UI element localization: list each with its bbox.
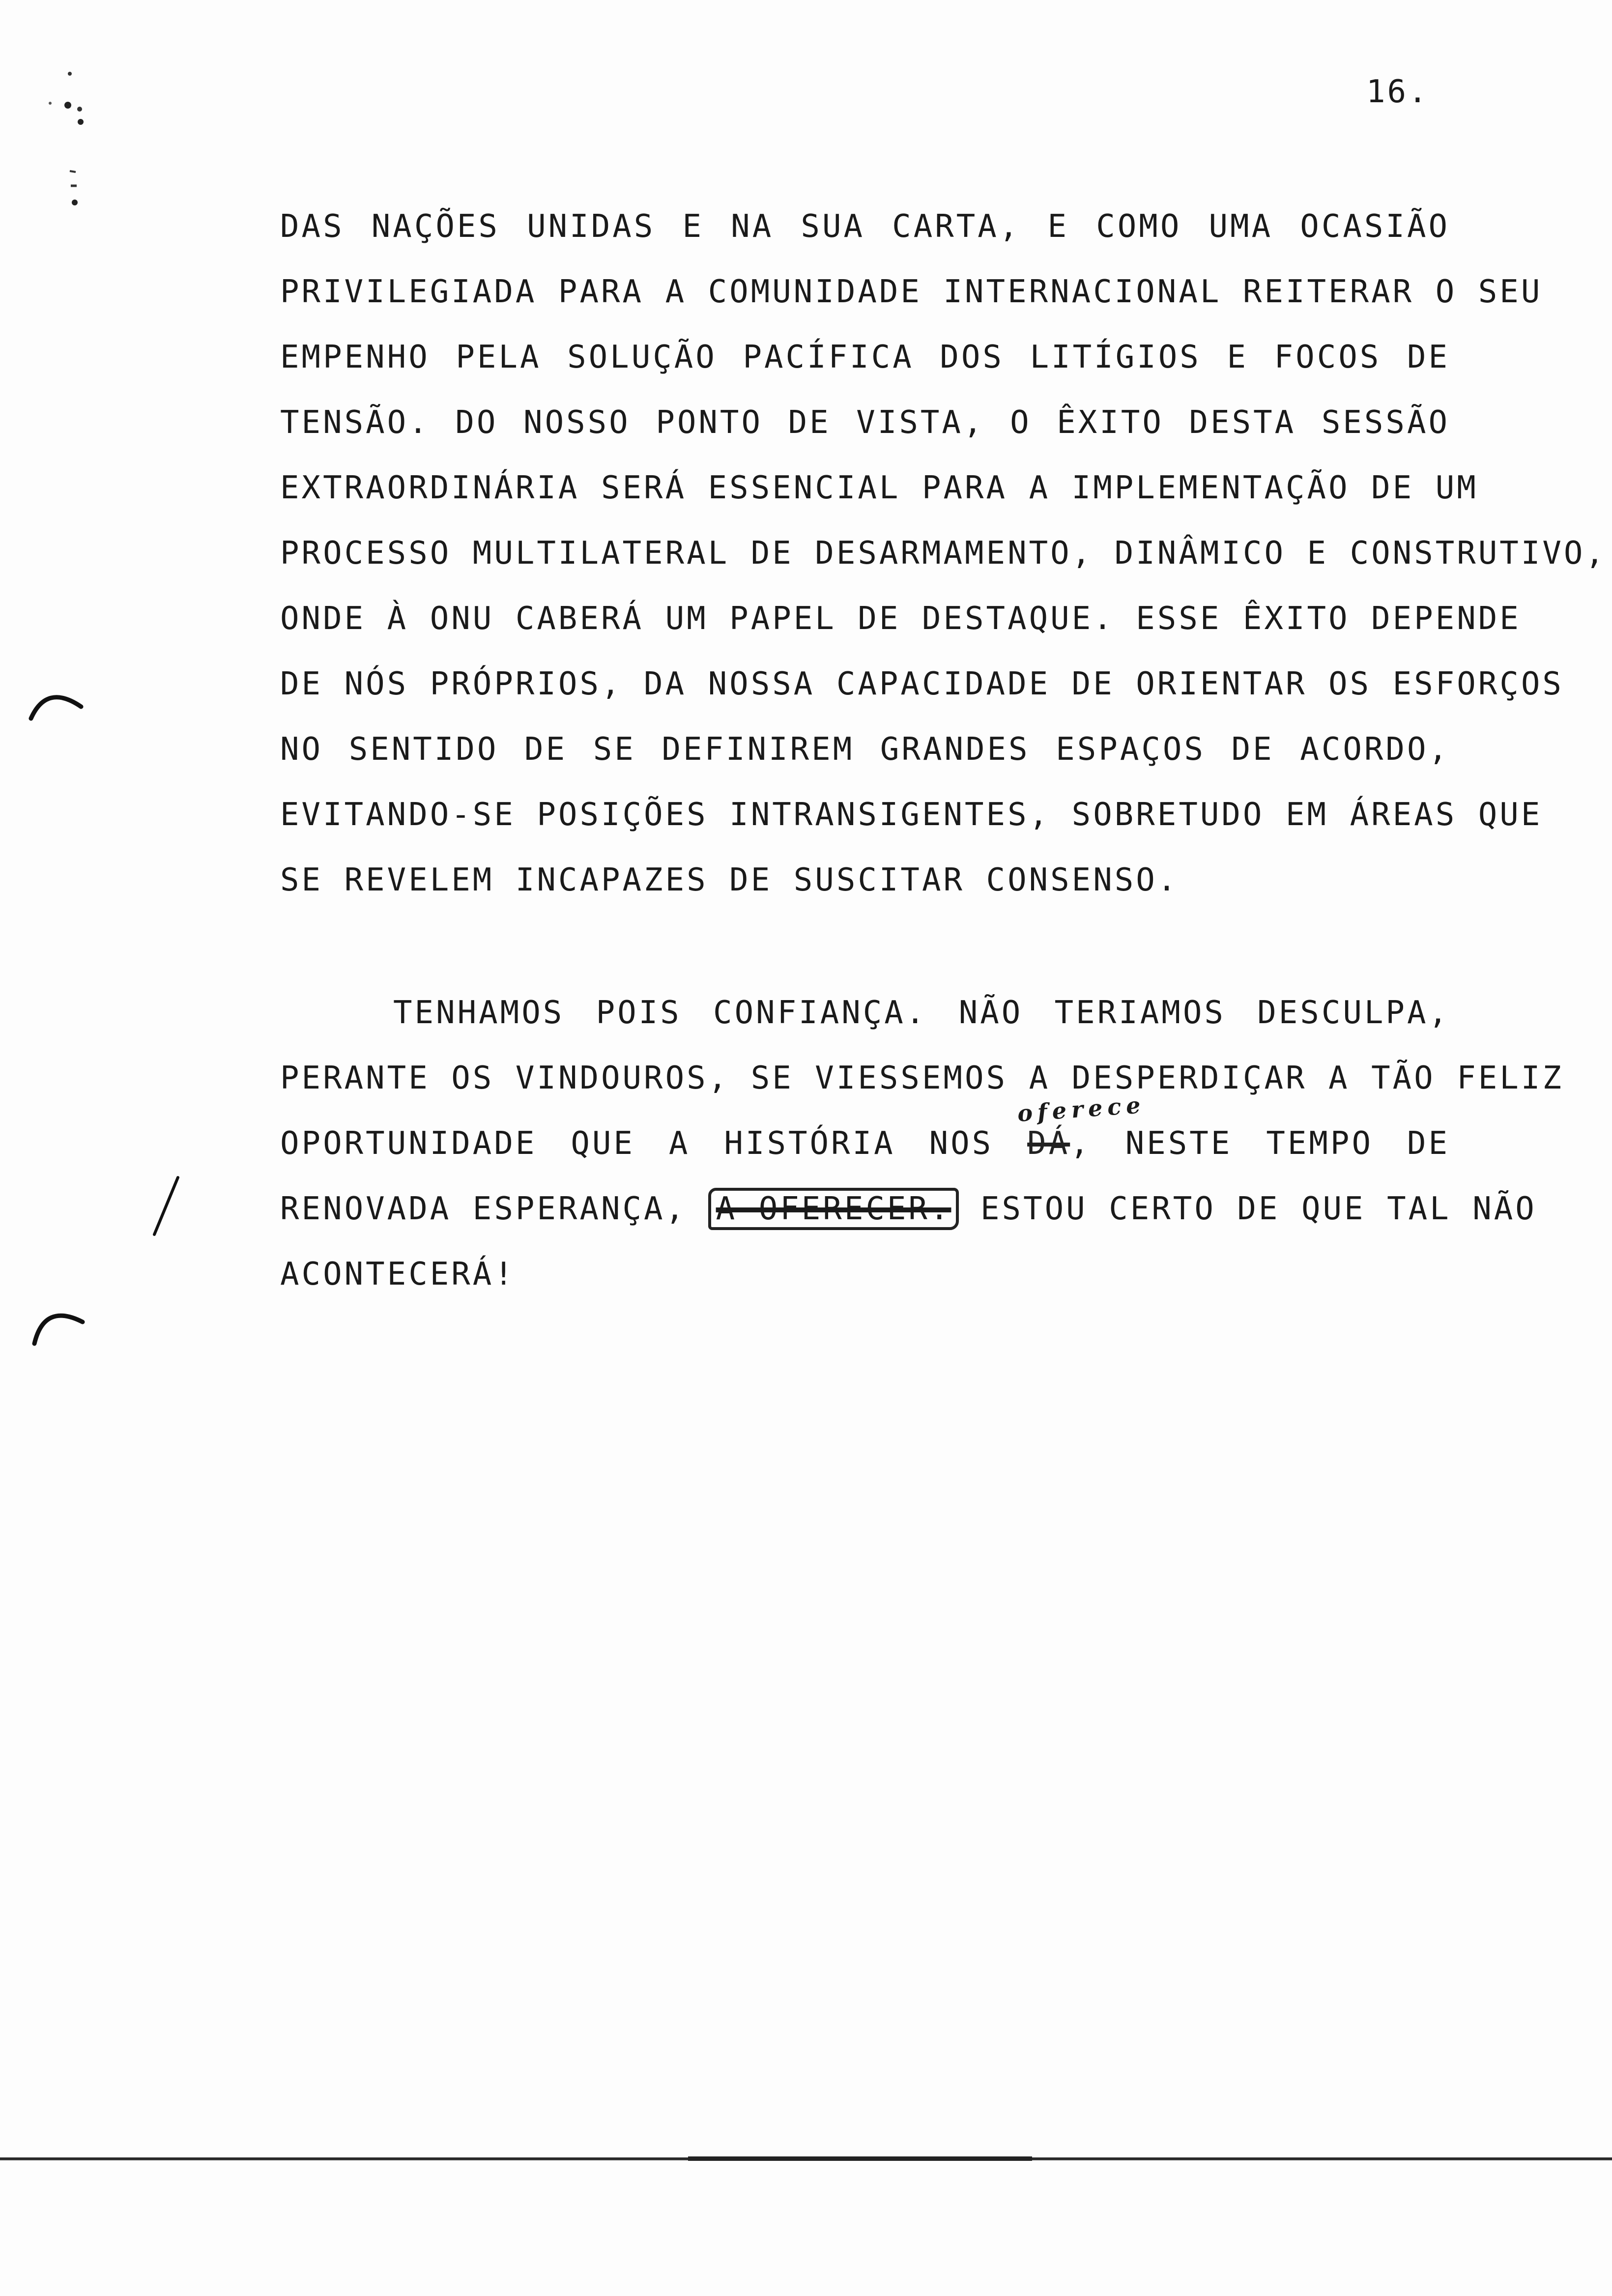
- text-line: NO SENTIDO DE SE DEFINIREM GRANDES ESPAÇOS DE ACORDO,: [280, 731, 1450, 768]
- text-line: PRIVILEGIADA PARA A COMUNIDADE INTERNACIONAL REITERAR O SEU: [280, 274, 1543, 310]
- page-bottom-edge-shadow: [688, 2156, 1032, 2161]
- text-line: EXTRAORDINÁRIA SERÁ ESSENCIAL PARA A IMPLEMENTAÇÃO DE UM: [280, 470, 1478, 506]
- page-number: 16.: [1366, 74, 1429, 110]
- text-line: TENSÃO. DO NOSSO PONTO DE VISTA, O ÊXITO DESTA SESSÃO: [280, 404, 1450, 441]
- text-line-with-deletion: [280, 1177, 1537, 1242]
- text-line: TENHAMOS POIS CONFIANÇA. NÃO TERIAMOS DESCULPA,: [393, 995, 1450, 1031]
- text-line: DAS NAÇÕES UNIDAS E NA SUA CARTA, E COMO UMA OCASIÃO: [280, 208, 1450, 245]
- paragraph-2: [280, 980, 1564, 1307]
- text-line: ACONTECERÁ!: [280, 1256, 516, 1292]
- text-fragment: RENOVADA ESPERANÇA,: [280, 1191, 687, 1227]
- text-line: PROCESSO MULTILATERAL DE DESARMAMENTO, DINÂMICO E CONSTRUTIVO,: [280, 535, 1607, 572]
- corrected-word: [1016, 1091, 1147, 1177]
- margin-arc-mark-bottom: [29, 1302, 88, 1347]
- struck-word: DÁ: [1027, 1125, 1070, 1162]
- margin-arc-mark-top: [27, 683, 86, 722]
- text-line: ONDE À ONU CABERÁ UM PAPEL DE DESTAQUE. ESSE ÊXITO DEPENDE: [280, 601, 1521, 637]
- margin-slash-mark: [147, 1175, 187, 1238]
- text-fragment: OPORTUNIDADE QUE A HISTÓRIA NOS: [280, 1125, 994, 1162]
- text-line: PERANTE OS VINDOUROS, SE VIESSEMOS A DESPERDIÇAR A TÃO FELIZ: [280, 1060, 1564, 1096]
- text-line: EVITANDO-SE POSIÇÕES INTRANSIGENTES, SOBRETUDO EM ÁREAS QUE: [280, 797, 1543, 833]
- text-fragment: , NESTE TEMPO DE: [1070, 1125, 1450, 1162]
- text-fragment: ESTOU CERTO DE QUE TAL NÃO: [980, 1191, 1537, 1227]
- scan-specks: [44, 64, 103, 221]
- text-line: SE REVELEM INCAPAZES DE SUSCITAR CONSENSO.: [280, 862, 1179, 898]
- text-line: DE NÓS PRÓPRIOS, DA NOSSA CAPACIDADE DE ORIENTAR OS ESFORÇOS: [280, 666, 1564, 702]
- text-line-with-correction: [280, 1091, 1450, 1177]
- boxed-deletion: A OFERECER.: [708, 1188, 959, 1230]
- handwritten-insertion: oferece: [1016, 1091, 1147, 1127]
- paragraph-1: [280, 194, 1607, 913]
- text-line: EMPENHO PELA SOLUÇÃO PACÍFICA DOS LITÍGIOS E FOCOS DE: [280, 339, 1450, 375]
